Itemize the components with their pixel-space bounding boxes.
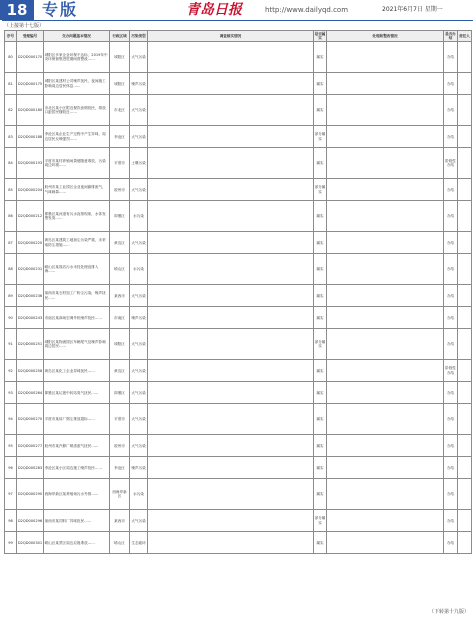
row-number: 89 — [5, 285, 17, 307]
rectification-details — [327, 126, 444, 148]
col-header: 责任人 — [458, 31, 472, 42]
case-id: D2QD000270 — [17, 404, 44, 435]
verified-status: 属实 — [314, 95, 327, 126]
col-header: 受理编号 — [17, 31, 44, 42]
responsible-person — [458, 285, 472, 307]
section-title: 专版 — [42, 0, 79, 19]
table-header-row — [5, 31, 472, 42]
issue-summary: 即墨区某垃圾中转站臭气扰民…… — [44, 382, 110, 404]
case-id: D2QD000277 — [17, 435, 44, 457]
pollution-type: 大气污染 — [130, 404, 148, 435]
table-row — [5, 148, 472, 179]
issue-summary: 莱西市某石材加工厂粉尘污染，噪声扰民…… — [44, 285, 110, 307]
district: 崂山区 — [110, 532, 130, 554]
responsible-person — [458, 479, 472, 510]
row-number: 92 — [5, 360, 17, 382]
page-header — [0, 0, 475, 20]
continued-to-note: （下转第十九版） — [428, 609, 469, 615]
responsible-person — [458, 42, 472, 73]
issue-summary: 黄岛区某建筑工地扬尘污染严重，未采取防尘措施…… — [44, 232, 110, 254]
rectification-details — [327, 457, 444, 479]
col-header: 序号 — [5, 31, 17, 42]
page-number: 18 — [0, 0, 34, 20]
district: 莱西市 — [110, 285, 130, 307]
verified-status: 部分属实 — [314, 179, 327, 201]
investigation-details — [148, 254, 314, 285]
table-row — [5, 382, 472, 404]
row-number: 96 — [5, 457, 17, 479]
site-url[interactable]: http://www.dailyqd.com — [265, 6, 349, 14]
district: 李沧区 — [110, 126, 130, 148]
investigation-details — [148, 307, 314, 329]
pollution-type: 大气污染 — [130, 435, 148, 457]
district: 崂山区 — [110, 254, 130, 285]
district: 黄岛区 — [110, 232, 130, 254]
table-row — [5, 232, 472, 254]
rectification-details — [327, 360, 444, 382]
row-number: 93 — [5, 382, 17, 404]
pollution-type: 大气污染 — [130, 382, 148, 404]
issue-summary: 市南区某商场空调外机噪声扰民…… — [44, 307, 110, 329]
investigation-details — [148, 435, 314, 457]
responsible-person — [458, 382, 472, 404]
district: 胶州市 — [110, 179, 130, 201]
pollution-type: 大气污染 — [130, 329, 148, 360]
newspaper-masthead: 青岛日报 — [186, 2, 242, 18]
district: 黄岛区 — [110, 360, 130, 382]
issue-summary: 平度市某村养殖场粪便随意堆放，污染周边环境…… — [44, 148, 110, 179]
responsible-person — [458, 179, 472, 201]
pollution-type: 噪声污染 — [130, 73, 148, 95]
closure-status: 办结 — [444, 382, 458, 404]
responsible-person — [458, 254, 472, 285]
district: 平度市 — [110, 148, 130, 179]
case-id: D2QD000251 — [17, 329, 44, 360]
closure-status: 办结 — [444, 329, 458, 360]
row-number: 87 — [5, 232, 17, 254]
closure-status: 办结 — [444, 95, 458, 126]
verified-status: 属实 — [314, 285, 327, 307]
rectification-details — [327, 95, 444, 126]
table-row — [5, 457, 472, 479]
pollution-type: 水污染 — [130, 479, 148, 510]
col-header: 污染类型 — [130, 31, 148, 42]
case-id: D2QD000290 — [17, 479, 44, 510]
investigation-details — [148, 360, 314, 382]
rectification-details — [327, 232, 444, 254]
verified-status: 属实 — [314, 73, 327, 95]
responsible-person — [458, 232, 472, 254]
case-id: D2QD000243 — [17, 307, 44, 329]
verified-status: 属实 — [314, 532, 327, 554]
continued-from-note: （上接第十七版） — [4, 23, 45, 29]
closure-status: 办结 — [444, 179, 458, 201]
issue-summary: 黄岛区某化工企业异味扰民…… — [44, 360, 110, 382]
col-header: 是否属实 — [314, 31, 326, 41]
district: 西海岸新区 — [110, 479, 130, 510]
district: 城阳区 — [110, 42, 130, 73]
verified-status: 属实 — [314, 42, 327, 73]
rectification-details — [327, 510, 444, 532]
investigation-details — [148, 232, 314, 254]
table-row — [5, 532, 472, 554]
closure-status: 办结 — [444, 254, 458, 285]
rectification-details — [327, 329, 444, 360]
responsible-person — [458, 307, 472, 329]
case-id: D2QD000180 — [17, 95, 44, 126]
verified-status: 属实 — [314, 404, 327, 435]
verified-status: 属实 — [314, 457, 327, 479]
col-header: 调查核实情况 — [148, 31, 314, 42]
table-row — [5, 435, 472, 457]
verified-status: 属实 — [314, 360, 327, 382]
district: 平度市 — [110, 404, 130, 435]
verified-status: 属实 — [314, 435, 327, 457]
row-number: 91 — [5, 329, 17, 360]
responsible-person — [458, 532, 472, 554]
closure-status: 办结 — [444, 435, 458, 457]
responsible-person — [458, 148, 472, 179]
issue-summary: 即墨区某河道有污水直排现象，水体发黑发臭…… — [44, 201, 110, 232]
verified-status: 属实 — [314, 148, 327, 179]
pollution-type: 生态破坏 — [130, 532, 148, 554]
district: 胶州市 — [110, 435, 130, 457]
rectification-details — [327, 404, 444, 435]
table-body — [5, 42, 472, 554]
pollution-type: 大气污染 — [130, 42, 148, 73]
verified-status: 部分属实 — [314, 126, 327, 148]
case-id: D2QD000283 — [17, 457, 44, 479]
responsible-person — [458, 126, 472, 148]
rectification-details — [327, 435, 444, 457]
table-row — [5, 126, 472, 148]
verified-status: 属实 — [314, 382, 327, 404]
rectification-details — [327, 254, 444, 285]
district: 市北区 — [110, 95, 130, 126]
district: 即墨区 — [110, 382, 130, 404]
responsible-person — [458, 360, 472, 382]
issue-summary: 崂山区某饭店污水未经处理直排入海…… — [44, 254, 110, 285]
row-number: 83 — [5, 126, 17, 148]
table-row — [5, 42, 472, 73]
district: 城阳区 — [110, 329, 130, 360]
table-row — [5, 254, 472, 285]
table-row — [5, 201, 472, 232]
row-number: 94 — [5, 404, 17, 435]
verified-status: 属实 — [314, 307, 327, 329]
case-id: D2QD000231 — [17, 254, 44, 285]
responsible-person — [458, 510, 472, 532]
verified-status: 部分属实 — [314, 510, 327, 532]
issue-summary: 莱西市某饲料厂异味扰民…… — [44, 510, 110, 532]
responsible-person — [458, 201, 472, 232]
issue-summary: 平度市某砖厂烟尘排放超标…… — [44, 404, 110, 435]
investigation-details — [148, 42, 314, 73]
rectification-details — [327, 148, 444, 179]
verified-status: 属实 — [314, 201, 327, 232]
table-row — [5, 360, 472, 382]
table-row — [5, 95, 472, 126]
table-row — [5, 285, 472, 307]
rectification-details — [327, 73, 444, 95]
table-row — [5, 510, 472, 532]
investigation-details — [148, 457, 314, 479]
pollution-type: 噪声污染 — [130, 307, 148, 329]
row-number: 90 — [5, 307, 17, 329]
issue-date: 2021年6月7日 星期一 — [382, 6, 443, 13]
table-row — [5, 73, 472, 95]
complaint-table — [4, 30, 472, 554]
district: 城阳区 — [110, 73, 130, 95]
row-number: 81 — [5, 73, 17, 95]
district: 即墨区 — [110, 201, 130, 232]
header-rule — [2, 20, 473, 21]
case-id: D2QD000193 — [17, 148, 44, 179]
table-row — [5, 179, 472, 201]
verified-status: 部分属实 — [314, 329, 327, 360]
rectification-details — [327, 382, 444, 404]
investigation-details — [148, 95, 314, 126]
table-row — [5, 329, 472, 360]
closure-status: 阶段性办结 — [444, 148, 458, 179]
investigation-details — [148, 285, 314, 307]
case-id: D2QD000188 — [17, 126, 44, 148]
investigation-details — [148, 201, 314, 232]
row-number: 84 — [5, 148, 17, 179]
table-row — [5, 307, 472, 329]
closure-status: 办结 — [444, 285, 458, 307]
col-header: 行政区域 — [110, 31, 130, 42]
col-header: 处理和整改情况 — [327, 31, 444, 42]
closure-status: 办结 — [444, 307, 458, 329]
investigation-details — [148, 479, 314, 510]
rectification-details — [327, 307, 444, 329]
issue-summary: 崂山区某景区周边垃圾堆放…… — [44, 532, 110, 554]
table-row — [5, 479, 472, 510]
rectification-details — [327, 42, 444, 73]
case-id: D2QD000264 — [17, 382, 44, 404]
row-number: 85 — [5, 179, 17, 201]
closure-status: 办结 — [444, 479, 458, 510]
pollution-type: 水污染 — [130, 254, 148, 285]
rectification-details — [327, 479, 444, 510]
row-number: 98 — [5, 510, 17, 532]
row-number: 97 — [5, 479, 17, 510]
rectification-details — [327, 201, 444, 232]
case-id: D2QD000212 — [17, 201, 44, 232]
investigation-details — [148, 126, 314, 148]
investigation-details — [148, 148, 314, 179]
issue-summary: 城阳区某建材公司噪声扰民，夜间施工影响周边居民休息…… — [44, 73, 110, 95]
row-number: 99 — [5, 532, 17, 554]
issue-summary: 胶州市某工业园区企业夜间偷排废气，气味刺鼻…… — [44, 179, 110, 201]
case-id: D2QD000236 — [17, 285, 44, 307]
investigation-details — [148, 510, 314, 532]
case-id: D2QD000301 — [17, 532, 44, 554]
pollution-type: 大气污染 — [130, 179, 148, 201]
investigation-details — [148, 329, 314, 360]
pollution-type: 大气污染 — [130, 360, 148, 382]
verified-status: 属实 — [314, 254, 327, 285]
row-number: 95 — [5, 435, 17, 457]
closure-status: 办结 — [444, 532, 458, 554]
investigation-details — [148, 179, 314, 201]
closure-status: 办结 — [444, 457, 458, 479]
closure-status: 办结 — [444, 232, 458, 254]
case-id: D2QD000220 — [17, 232, 44, 254]
case-id: D2QD000258 — [17, 360, 44, 382]
closure-status: 办结 — [444, 201, 458, 232]
investigation-details — [148, 404, 314, 435]
district: 莱西市 — [110, 510, 130, 532]
case-id: D2QD000170 — [17, 42, 44, 73]
verified-status: 属实 — [314, 479, 327, 510]
row-number: 82 — [5, 95, 17, 126]
responsible-person — [458, 435, 472, 457]
rectification-details — [327, 285, 444, 307]
investigation-details — [148, 532, 314, 554]
district: 李沧区 — [110, 457, 130, 479]
pollution-type: 噪声污染 — [130, 457, 148, 479]
closure-status: 办结 — [444, 126, 458, 148]
closure-status: 办结 — [444, 73, 458, 95]
row-number: 88 — [5, 254, 17, 285]
responsible-person — [458, 404, 472, 435]
case-id: D2QD000204 — [17, 179, 44, 201]
issue-summary: 胶州市某汽修厂喷漆废气扰民…… — [44, 435, 110, 457]
issue-summary: 城阳区某物流园区车辆尾气及噪声影响周边居民…… — [44, 329, 110, 360]
case-id: D2QD000296 — [17, 510, 44, 532]
case-id: D2QD000175 — [17, 73, 44, 95]
district: 市南区 — [110, 307, 130, 329]
issue-summary: 西海岸新区某养殖场污水外排…… — [44, 479, 110, 510]
closure-status: 办结 — [444, 42, 458, 73]
issue-summary: 李沧区某小区周边施工噪声扰民…… — [44, 457, 110, 479]
row-number: 80 — [5, 42, 17, 73]
pollution-type: 大气污染 — [130, 285, 148, 307]
closure-status: 办结 — [444, 404, 458, 435]
issue-summary: 市北区某小区附近餐饮油烟扰民，排放口距居民楼较近…… — [44, 95, 110, 126]
responsible-person — [458, 95, 472, 126]
responsible-person — [458, 457, 472, 479]
pollution-type: 大气污染 — [130, 510, 148, 532]
pollution-type: 土壤污染 — [130, 148, 148, 179]
rectification-details — [327, 179, 444, 201]
col-header: 是否办结 — [445, 31, 456, 41]
issue-summary: 城阳区多家企业环保不达标，2019年中央环保督察进驻期间曾整改…… — [44, 42, 110, 73]
closure-status: 阶段性办结 — [444, 360, 458, 382]
issue-summary: 李沧区某企业生产过程中产生异味，周边居民反映强烈…… — [44, 126, 110, 148]
col-header: 交办问题基本情况 — [44, 31, 110, 42]
closure-status: 办结 — [444, 510, 458, 532]
row-number: 86 — [5, 201, 17, 232]
pollution-type: 大气污染 — [130, 232, 148, 254]
pollution-type: 大气污染 — [130, 126, 148, 148]
table-row — [5, 404, 472, 435]
investigation-details — [148, 73, 314, 95]
responsible-person — [458, 73, 472, 95]
responsible-person — [458, 329, 472, 360]
pollution-type: 水污染 — [130, 201, 148, 232]
pollution-type: 大气污染 — [130, 95, 148, 126]
verified-status: 属实 — [314, 232, 327, 254]
investigation-details — [148, 382, 314, 404]
rectification-details — [327, 532, 444, 554]
